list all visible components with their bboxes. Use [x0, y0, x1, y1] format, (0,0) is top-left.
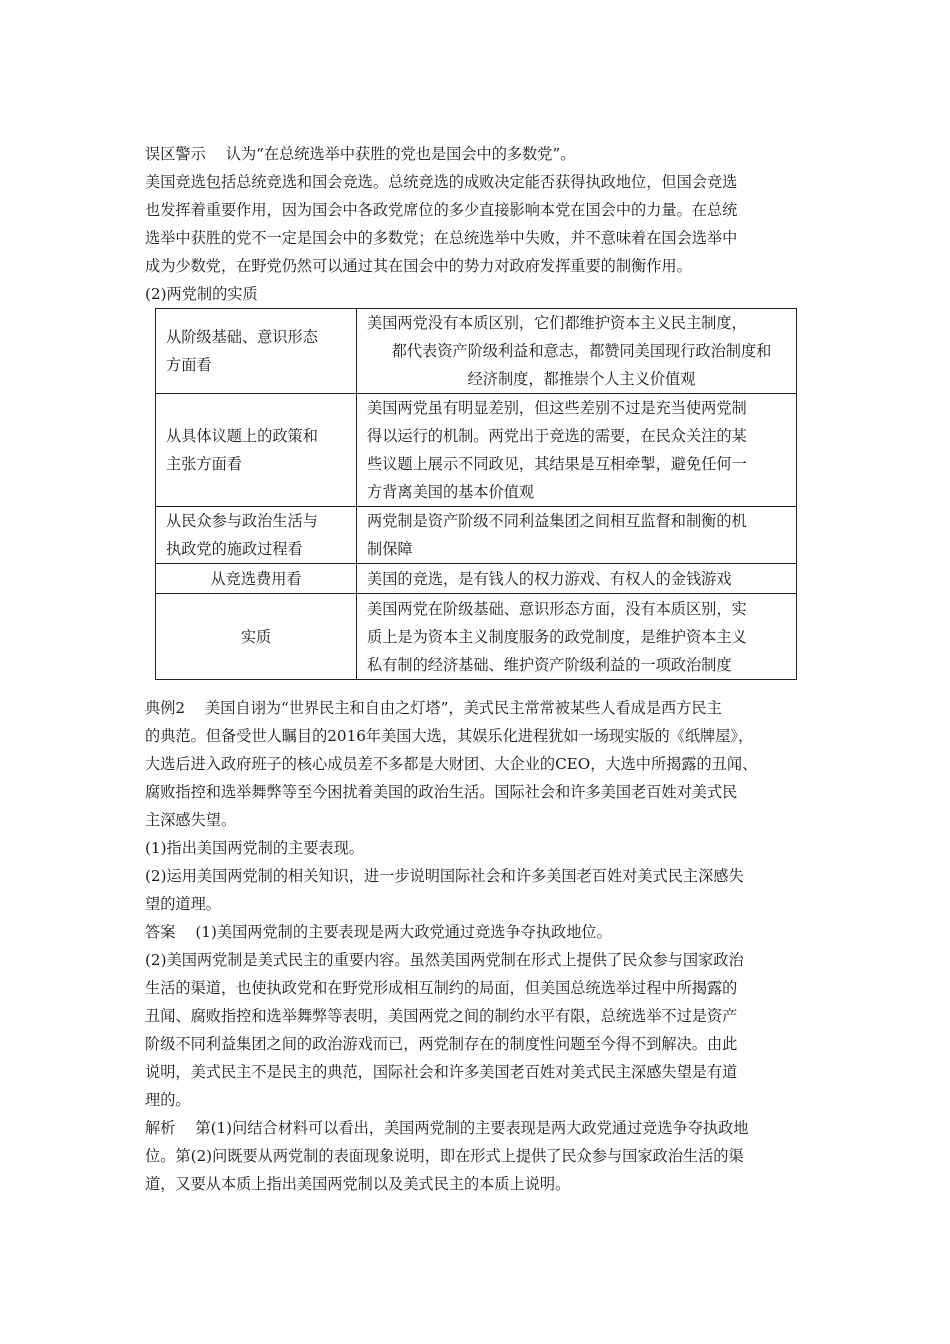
analysis-line: 位。第(2)问既要从两党制的表面现象说明，即在形式上提供了民众参与国家政治生活的渠	[145, 1147, 744, 1165]
warning-heading	[145, 140, 810, 168]
table-cell-content: 美国两党没有本质区别，它们都维护资本主义民主制度， 都代表资产阶级利益和意志，都赞同美国现行政治制度和 经济制度，都推崇个人主义价值观	[357, 309, 797, 394]
document-page	[145, 140, 810, 1198]
table-cell-aspect: 从具体议题上的政策和 主张方面看	[156, 394, 357, 507]
section-title: (2)两党制的实质	[145, 285, 258, 303]
table-row	[156, 507, 797, 564]
warning-label: 误区警示	[145, 145, 206, 163]
table-cell-aspect: 从民众参与政治生活与 执政党的施政过程看	[156, 507, 357, 564]
example-line: 的典范。但备受世人瞩目的2016年美国大选，其娱乐化进程犹如一场现实版的《纸牌屋》，	[145, 727, 754, 745]
analysis-label: 解析	[145, 1119, 176, 1137]
warning-explanation-line: 选举中获胜的党不一定是国会中的多数党；在总统选举中失败，并不意味着在国会选举中	[145, 229, 738, 247]
table-row	[156, 564, 797, 594]
answer-first-line: 答案 (1)美国两党制的主要表现是两大政党通过竞选争夺执政地位。	[145, 923, 612, 941]
example-label: 典例2	[145, 699, 186, 717]
table-row	[156, 309, 797, 394]
question-2: (2)运用美国两党制的相关知识，进一步说明国际社会和许多美国老百姓对美式民主深感失	[145, 867, 744, 885]
answer-line: 生活的渠道，也使执政党和在野党形成相互制约的局面，但美国总统选举过程中所揭露的	[145, 979, 738, 997]
table-cell-content: 美国两党虽有明显差别，但这些差别不过是充当使两党制 得以运行的机制。两党出于竞选的需要，在民众关注的某 些议题上展示不同政见，其结果是互相牵掣，避免任何一 方背离美国的基本价值观	[357, 394, 797, 507]
example-line: 腐败指控和选举舞弊等至今困扰着美国的政治生活。国际社会和许多美国老百姓对美式民	[145, 783, 738, 801]
answer-line: (2)美国两党制是美式民主的重要内容。虽然美国两党制在形式上提供了民众参与国家政治	[145, 951, 744, 969]
answer-line: 说明，美式民主不是民主的典范，国际社会和许多美国老百姓对美式民主深感失望是有道	[145, 1063, 738, 1081]
warning-text: 认为“在总统选举中获胜的党也是国会中的多数党”。	[225, 145, 576, 163]
answer-label: 答案	[145, 923, 176, 941]
answer-line: 阶级不同利益集团之间的政治游戏而已，两党制存在的制度性问题至今得不到解决。由此	[145, 1035, 738, 1053]
answer-line: 丑闻、腐败指控和选举舞弊等表明，美国两党之间的制约水平有限，总统选举不过是资产	[145, 1007, 738, 1025]
analysis-line: 道，又要从本质上指出美国两党制以及美式民主的本质上说明。	[145, 1175, 571, 1193]
table-cell-content: 美国的竞选，是有钱人的权力游戏、有权人的金钱游戏	[357, 564, 797, 594]
table-cell-content: 美国两党在阶级基础、意识形态方面，没有本质区别，实 质上是为资本主义制度服务的政党制度，是维护资本主义 私有制的经济基础、维护资产阶级利益的一项政治制度	[357, 594, 797, 680]
warning-explanation-line: 成为少数党，在野党仍然可以通过其在国会中的势力对政府发挥重要的制衡作用。	[145, 257, 692, 275]
essence-table	[155, 308, 797, 680]
table-cell-aspect: 从竞选费用看	[156, 564, 357, 594]
table-cell-aspect: 从阶级基础、意识形态 方面看	[156, 309, 357, 394]
question-2: 望的道理。	[145, 895, 221, 913]
answer-line: 理的。	[145, 1091, 191, 1109]
table-row	[156, 594, 797, 680]
table-cell-content: 两党制是资产阶级不同利益集团之间相互监督和制衡的机 制保障	[357, 507, 797, 564]
example-first-line: 典例2 美国自诩为“世界民主和自由之灯塔”，美式民主常常被某些人看成是西方民主	[145, 699, 722, 717]
warning-explanation-line: 美国竞选包括总统竞选和国会竞选。总统竞选的成败决定能否获得执政地位，但国会竞选	[145, 173, 738, 191]
warning-explanation-line: 也发挥着重要作用，因为国会中各政党席位的多少直接影响本党在国会中的力量。在总统	[145, 201, 738, 219]
table-cell-aspect: 实质	[156, 594, 357, 680]
analysis-first-line: 解析 第(1)问结合材料可以看出，美国两党制的主要表现是两大政党通过竞选争夺执政地	[145, 1119, 749, 1137]
example-line: 大选后进入政府班子的核心成员差不多都是大财团、大企业的CEO，大选中所揭露的丑闻、	[145, 755, 758, 773]
example-line: 主深感失望。	[145, 811, 237, 829]
question-1: (1)指出美国两党制的主要表现。	[145, 839, 364, 857]
table-row	[156, 394, 797, 507]
